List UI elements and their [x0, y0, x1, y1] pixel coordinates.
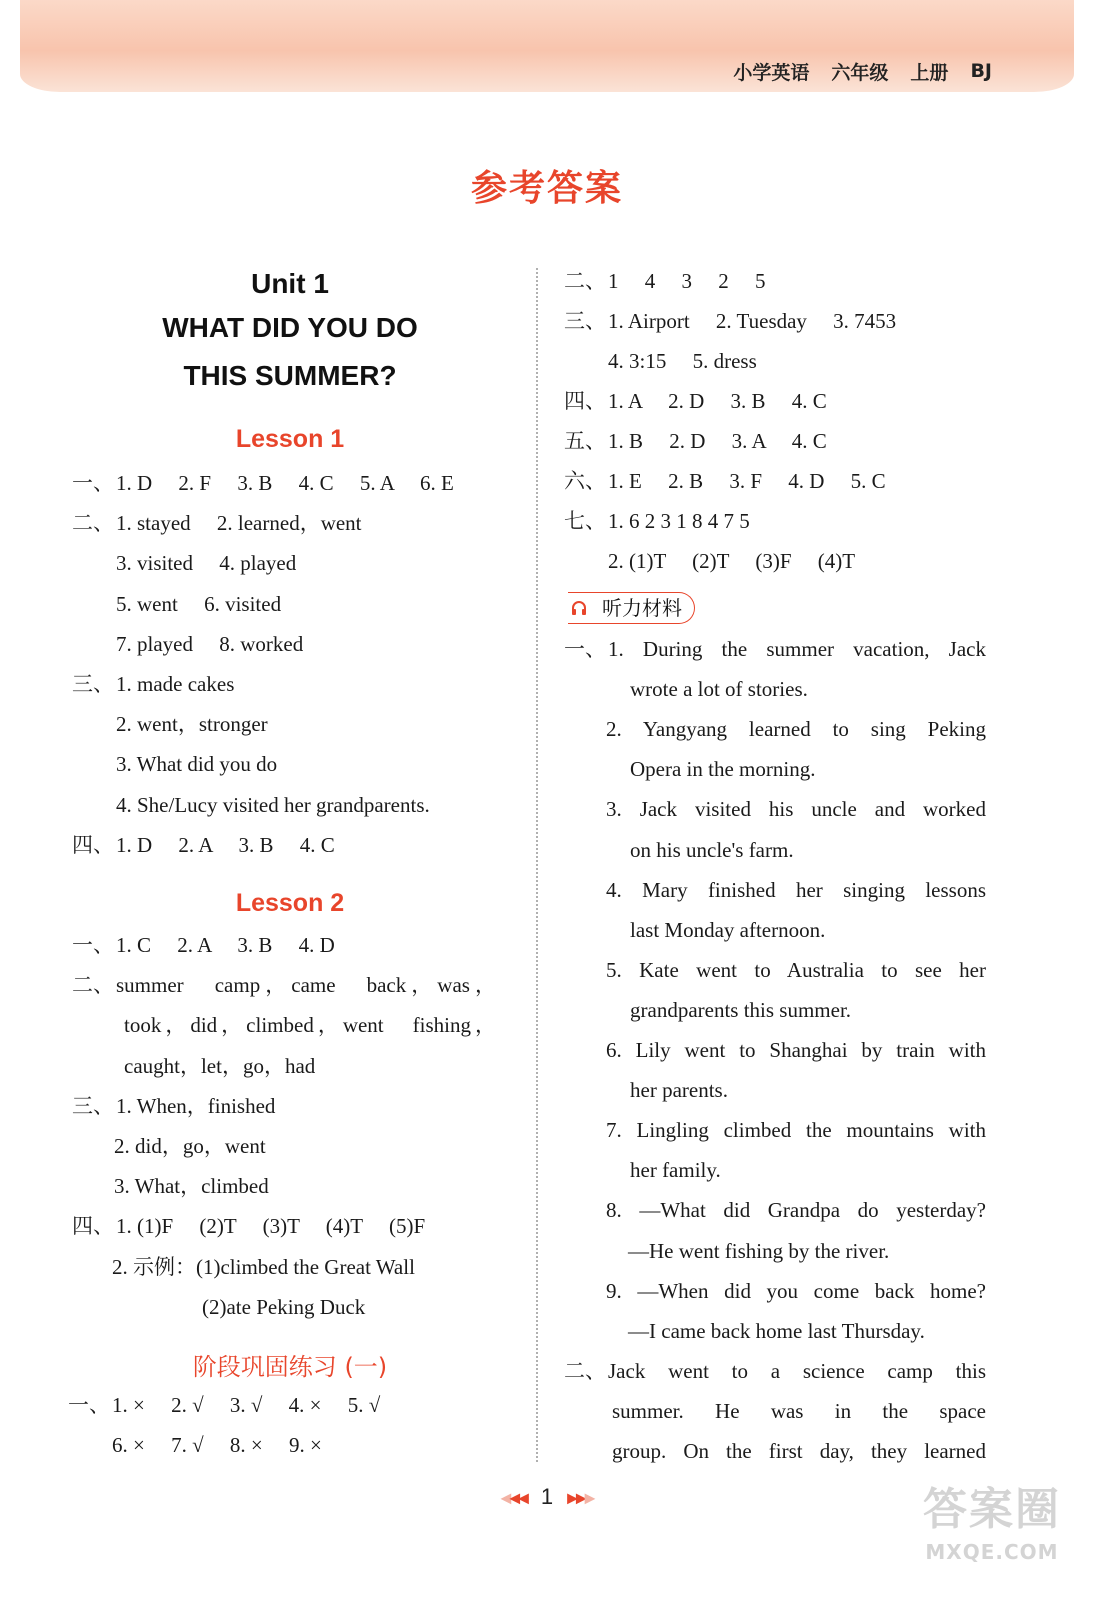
answer-text: 6. × 7. √ 8. × 9. × [112, 1433, 322, 1457]
answer-text: 5. went 6. visited [116, 591, 282, 616]
listening-script-line [630, 995, 851, 1025]
lesson2-answer-line [72, 1211, 425, 1241]
answer-text: 1. stayed 2. learned，went [116, 511, 362, 536]
answer-text: 7. Lingling climbed the mountains with [606, 1118, 986, 1143]
unit-title-line2: THIS SUMMER? [183, 360, 397, 391]
listening-script-line [630, 835, 794, 865]
listening-script-line [630, 674, 808, 704]
answer-text: 2. (1)T (2)T (3)F (4)T [608, 549, 856, 573]
right-answer-line [608, 346, 757, 376]
listening-script-line [630, 1155, 721, 1185]
section-marker: 一、 [68, 1393, 110, 1417]
lesson1-heading: Lesson 1 [235, 425, 345, 453]
listening-script-line [606, 1035, 986, 1065]
lesson1-answer-line [116, 589, 281, 619]
column-divider [536, 268, 538, 1462]
answer-text: took，did，climbed，went fishing， [124, 1013, 496, 1038]
right-answer-line [564, 506, 750, 536]
lesson1-answer-line [116, 790, 430, 820]
listening-script-line [606, 955, 986, 985]
lesson1-answer-line [116, 629, 303, 659]
page-number: 1 [540, 1484, 554, 1509]
listening-script-line [628, 1316, 925, 1346]
listening-script-line [630, 754, 815, 784]
book-info [733, 56, 992, 86]
listening-script-line [612, 1396, 986, 1426]
lesson2-answer-line [72, 930, 335, 960]
unit-title-line1: WHAT DID YOU DO [162, 312, 418, 343]
lesson2-answer-line [124, 1010, 496, 1040]
headphones-icon [570, 599, 588, 617]
section-marker: 五、 [564, 429, 606, 453]
lesson1-answer-line [116, 749, 277, 779]
answer-text: 4. She/Lucy visited her grandparents. [116, 792, 430, 817]
answer-text: 1. When，finished [116, 1093, 276, 1118]
answer-text: 1. (1)F (2)T (3)T (4)T (5)F [116, 1214, 426, 1239]
answer-text: 1. D 2. F 3. B 4. C 5. A 6. E [116, 471, 454, 495]
listening-script-line [606, 1195, 986, 1225]
edition-label: BJ [970, 60, 992, 82]
section-marker: 六、 [564, 469, 606, 493]
prev-arrows-icon: ◀◀◀ [500, 1489, 527, 1506]
watermark-logo [912, 1482, 1072, 1582]
answer-text: 3. visited 4. played [116, 551, 297, 576]
answer-text: 2. 示例：(1)climbed the Great Wall [112, 1254, 415, 1279]
listening-script-line [630, 915, 825, 945]
right-answer-line [564, 466, 886, 496]
answer-text: 1. A 2. D 3. B 4. C [608, 389, 827, 413]
right-answer-line [564, 266, 766, 296]
listening-material-tag [568, 592, 695, 624]
answer-text: 5. Kate went to Australia to see her [606, 957, 986, 982]
answer-text: 1. Airport 2. Tuesday 3. 7453 [608, 309, 897, 333]
answer-text: 1. made cakes [116, 672, 235, 696]
answer-text: 1. B 2. D 3. A 4. C [608, 429, 827, 453]
subject-label: 小学英语 [733, 61, 810, 84]
answer-text: 3. Jack visited his uncle and worked [606, 797, 986, 822]
answer-text: 1 4 3 2 5 [608, 269, 766, 293]
right-answer-line [564, 306, 896, 336]
section-marker: 三、 [72, 672, 114, 696]
answer-text: grandparents this summer. [630, 997, 852, 1022]
lesson2-answer-line [72, 970, 496, 1000]
lesson2-heading: Lesson 2 [235, 889, 345, 917]
answer-text: last Monday afternoon. [630, 917, 826, 942]
listening-script-line [564, 634, 986, 664]
answer-text: caught，let，go，had [124, 1053, 316, 1078]
section-marker: 二、 [564, 269, 606, 293]
answer-text: 2. did，go，went [114, 1134, 266, 1158]
next-arrows-icon: ▶▶▶ [567, 1489, 594, 1506]
answer-text: her family. [630, 1158, 721, 1183]
answer-text: on his uncle's farm. [630, 837, 794, 862]
answer-text: 2. Yangyang learned to sing Peking [606, 717, 986, 742]
lesson2-answer-line [124, 1051, 315, 1081]
lesson1-answer-line [72, 669, 234, 699]
watermark-url: MXQE.COM [925, 1540, 1059, 1564]
right-answer-line [564, 386, 827, 416]
answer-text: summer camp，came back，was， [116, 973, 496, 998]
section-marker: 二、 [564, 1358, 606, 1383]
lesson2-answer-line [72, 1091, 275, 1121]
lesson1-answer-line [116, 709, 268, 739]
answer-text: 3. What did you do [116, 752, 278, 777]
section-marker: 七、 [564, 509, 606, 533]
lesson2-answer-line [114, 1131, 266, 1161]
lesson2-answer-line [202, 1292, 365, 1322]
lesson2-answer-line [112, 1252, 415, 1282]
answer-text: 3. What，climbed [114, 1174, 269, 1199]
listening-script-line [606, 1276, 986, 1306]
answer-text: 1. 6 2 3 1 8 4 7 5 [608, 509, 750, 533]
listening-script-line [612, 1436, 986, 1466]
section-marker: 四、 [72, 832, 114, 857]
section-marker: 一、 [72, 933, 114, 957]
answer-text: —I came back home last Thursday. [628, 1318, 925, 1343]
listening-script-line [564, 1356, 986, 1386]
answer-text: summer. He was in the space [612, 1398, 986, 1423]
section-marker: 一、 [564, 637, 606, 661]
right-answer-line [608, 546, 855, 576]
stage-practice-heading: 阶段巩固练习 (一) [192, 1353, 388, 1381]
section-marker: 三、 [72, 1093, 114, 1118]
stage-answer-line [112, 1430, 322, 1460]
lesson1-answer-line [72, 830, 335, 860]
answer-text: 1. D 2. A 3. B 4. C [116, 832, 335, 857]
lesson1-answer-line [72, 468, 454, 498]
answer-text: 8. —What did Grandpa do yesterday? [606, 1198, 986, 1223]
lesson1-answer-line [116, 548, 296, 578]
answer-text: her parents. [630, 1078, 728, 1103]
grade-label: 六年级 [831, 61, 889, 84]
stage-answer-line [68, 1390, 380, 1420]
listening-label: 听力材料 [602, 596, 682, 620]
section-marker: 四、 [564, 389, 606, 413]
listening-script-line [606, 875, 986, 905]
answer-text: 2. went，stronger [116, 712, 268, 737]
answer-text: —He went fishing by the river. [628, 1238, 890, 1263]
listening-script-line [630, 1075, 728, 1105]
unit-number: Unit 1 [251, 268, 329, 299]
watermark-text: 答案圈 [923, 1484, 1061, 1535]
answer-text: 1. × 2. √ 3. √ 4. × 5. √ [112, 1393, 381, 1417]
volume-label: 上册 [910, 61, 949, 84]
lesson2-answer-line [114, 1171, 269, 1201]
answer-text: 1. C 2. A 3. B 4. D [116, 933, 335, 957]
answer-text: Jack went to a science camp this [608, 1358, 986, 1383]
answer-text: (2)ate Peking Duck [202, 1294, 366, 1319]
listening-script-line [606, 1115, 986, 1145]
section-marker: 三、 [564, 309, 606, 333]
answer-text: 1. During the summer vacation, Jack [608, 637, 986, 661]
section-marker: 二、 [72, 973, 114, 998]
right-answer-line [564, 426, 827, 456]
page-title: 参考答案 [470, 168, 623, 209]
answer-text: 4. Mary finished her singing lessons [606, 877, 986, 902]
section-marker: 二、 [72, 511, 114, 536]
answer-text: 1. E 2. B 3. F 4. D 5. C [608, 469, 886, 493]
answer-text: 9. —When did you come back home? [606, 1278, 986, 1303]
answer-text: Opera in the morning. [630, 757, 816, 782]
section-marker: 一、 [72, 471, 114, 495]
answer-text: 6. Lily went to Shanghai by train with [606, 1038, 986, 1062]
section-marker: 四、 [72, 1214, 114, 1239]
listening-script-line [628, 1236, 889, 1266]
lesson1-answer-line [72, 508, 362, 538]
listening-script-line [606, 794, 986, 824]
answer-text: 4. 3:15 5. dress [608, 349, 757, 373]
answer-text: wrote a lot of stories. [630, 677, 808, 702]
answer-text: group. On the first day, they learned [612, 1439, 986, 1463]
listening-script-line [606, 714, 986, 744]
answer-text: 7. played 8. worked [116, 631, 304, 656]
